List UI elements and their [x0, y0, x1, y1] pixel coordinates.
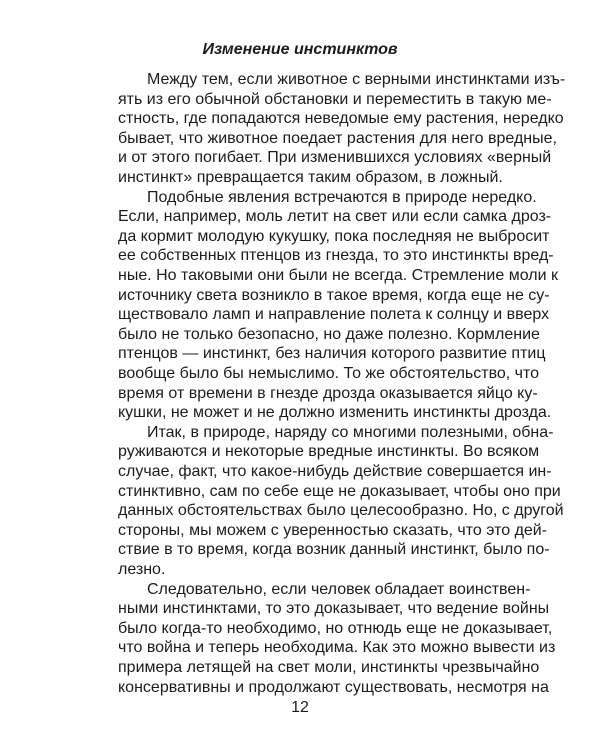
text-line: что война и теперь необходима. Как это можно вывести из [118, 639, 556, 657]
text-line: Итак, в природе, наряду со многими полезными, обна- [147, 423, 554, 441]
text-line: бывает, что животное поедает растения для него вредные, [118, 129, 557, 147]
text-line: Если, например, моль летит на свет или если самка дроз- [118, 208, 552, 226]
text-line: стороны, мы можем с уверенностью сказать, что это дей- [118, 521, 548, 539]
text-line: птенцов — инстинкт, без наличия которого развитие птиц [118, 345, 546, 363]
text-line: было не только безопасно, но даже полезно. Кормление [118, 325, 540, 343]
text-line: ными инстинктами, то это доказывает, что ведение войны [118, 600, 550, 618]
text-line: примера летящей на свет моли, инстинкты чрезвычайно [118, 659, 540, 676]
text-line: руживаются и некоторые вредные инстинкты. Во всяком [118, 443, 540, 461]
page-number: 12 [291, 699, 309, 716]
text-line: Следовательно, если человек обладает воинствен- [147, 580, 531, 598]
text-line: стность, где попадаются неведомые ему растения, нередко [118, 110, 564, 128]
text-line: ять из его обычной обстановки и переместить в такую ме- [118, 90, 552, 108]
text-line: время от времени в гнезде дрозда оказывается яйцо ку- [118, 384, 538, 402]
text-line: лезно. [118, 561, 166, 578]
text-line: Между тем, если животное с верными инстинктами изъ- [147, 71, 566, 88]
text-line: стинктивно, сам по себе еще не доказывает, чтобы оно при [118, 482, 561, 500]
text-line: ствие в то время, когда возник данный инстинкт, было по- [118, 541, 550, 559]
section-heading: Изменение инстинктов [202, 41, 398, 58]
text-line: вообще было бы немыслимо. То же обстоятельство, что [118, 365, 540, 382]
text-line: Подобные явления встречаются в природе нередко. [147, 188, 537, 206]
text-line: консервативны и продолжают существовать, несмотря на [118, 678, 549, 696]
text-line: было когда-то необходимо, но отнюдь еще не доказывает, [118, 619, 553, 637]
text-line: и от этого погибает. При изменившихся условиях «верный [118, 149, 552, 167]
text-line: данных обстоятельствах было целесообразно. Но, с другой [118, 502, 564, 520]
text-line: да кормит молодую кукушку, пока последняя не выбросит [118, 227, 550, 245]
text-line: ее собственных птенцов из гнезда, то это инстинкты вред- [118, 247, 554, 265]
text-line: кушки, не может и не должно изменить инстинкты дрозда. [118, 404, 552, 422]
text-line: случае, факт, что какое-нибудь действие совершается ин- [118, 463, 552, 480]
text-line: источнику света возникло в такое время, когда еще не су- [118, 286, 550, 304]
text-line: ществовало ламп и направление полета к солнцу и вверх [118, 306, 550, 324]
text-line: ные. Но таковыми они были не всегда. Стремление моли к [118, 267, 558, 284]
text-line: инстинкт» превращается таким образом, в ложный. [118, 169, 503, 186]
